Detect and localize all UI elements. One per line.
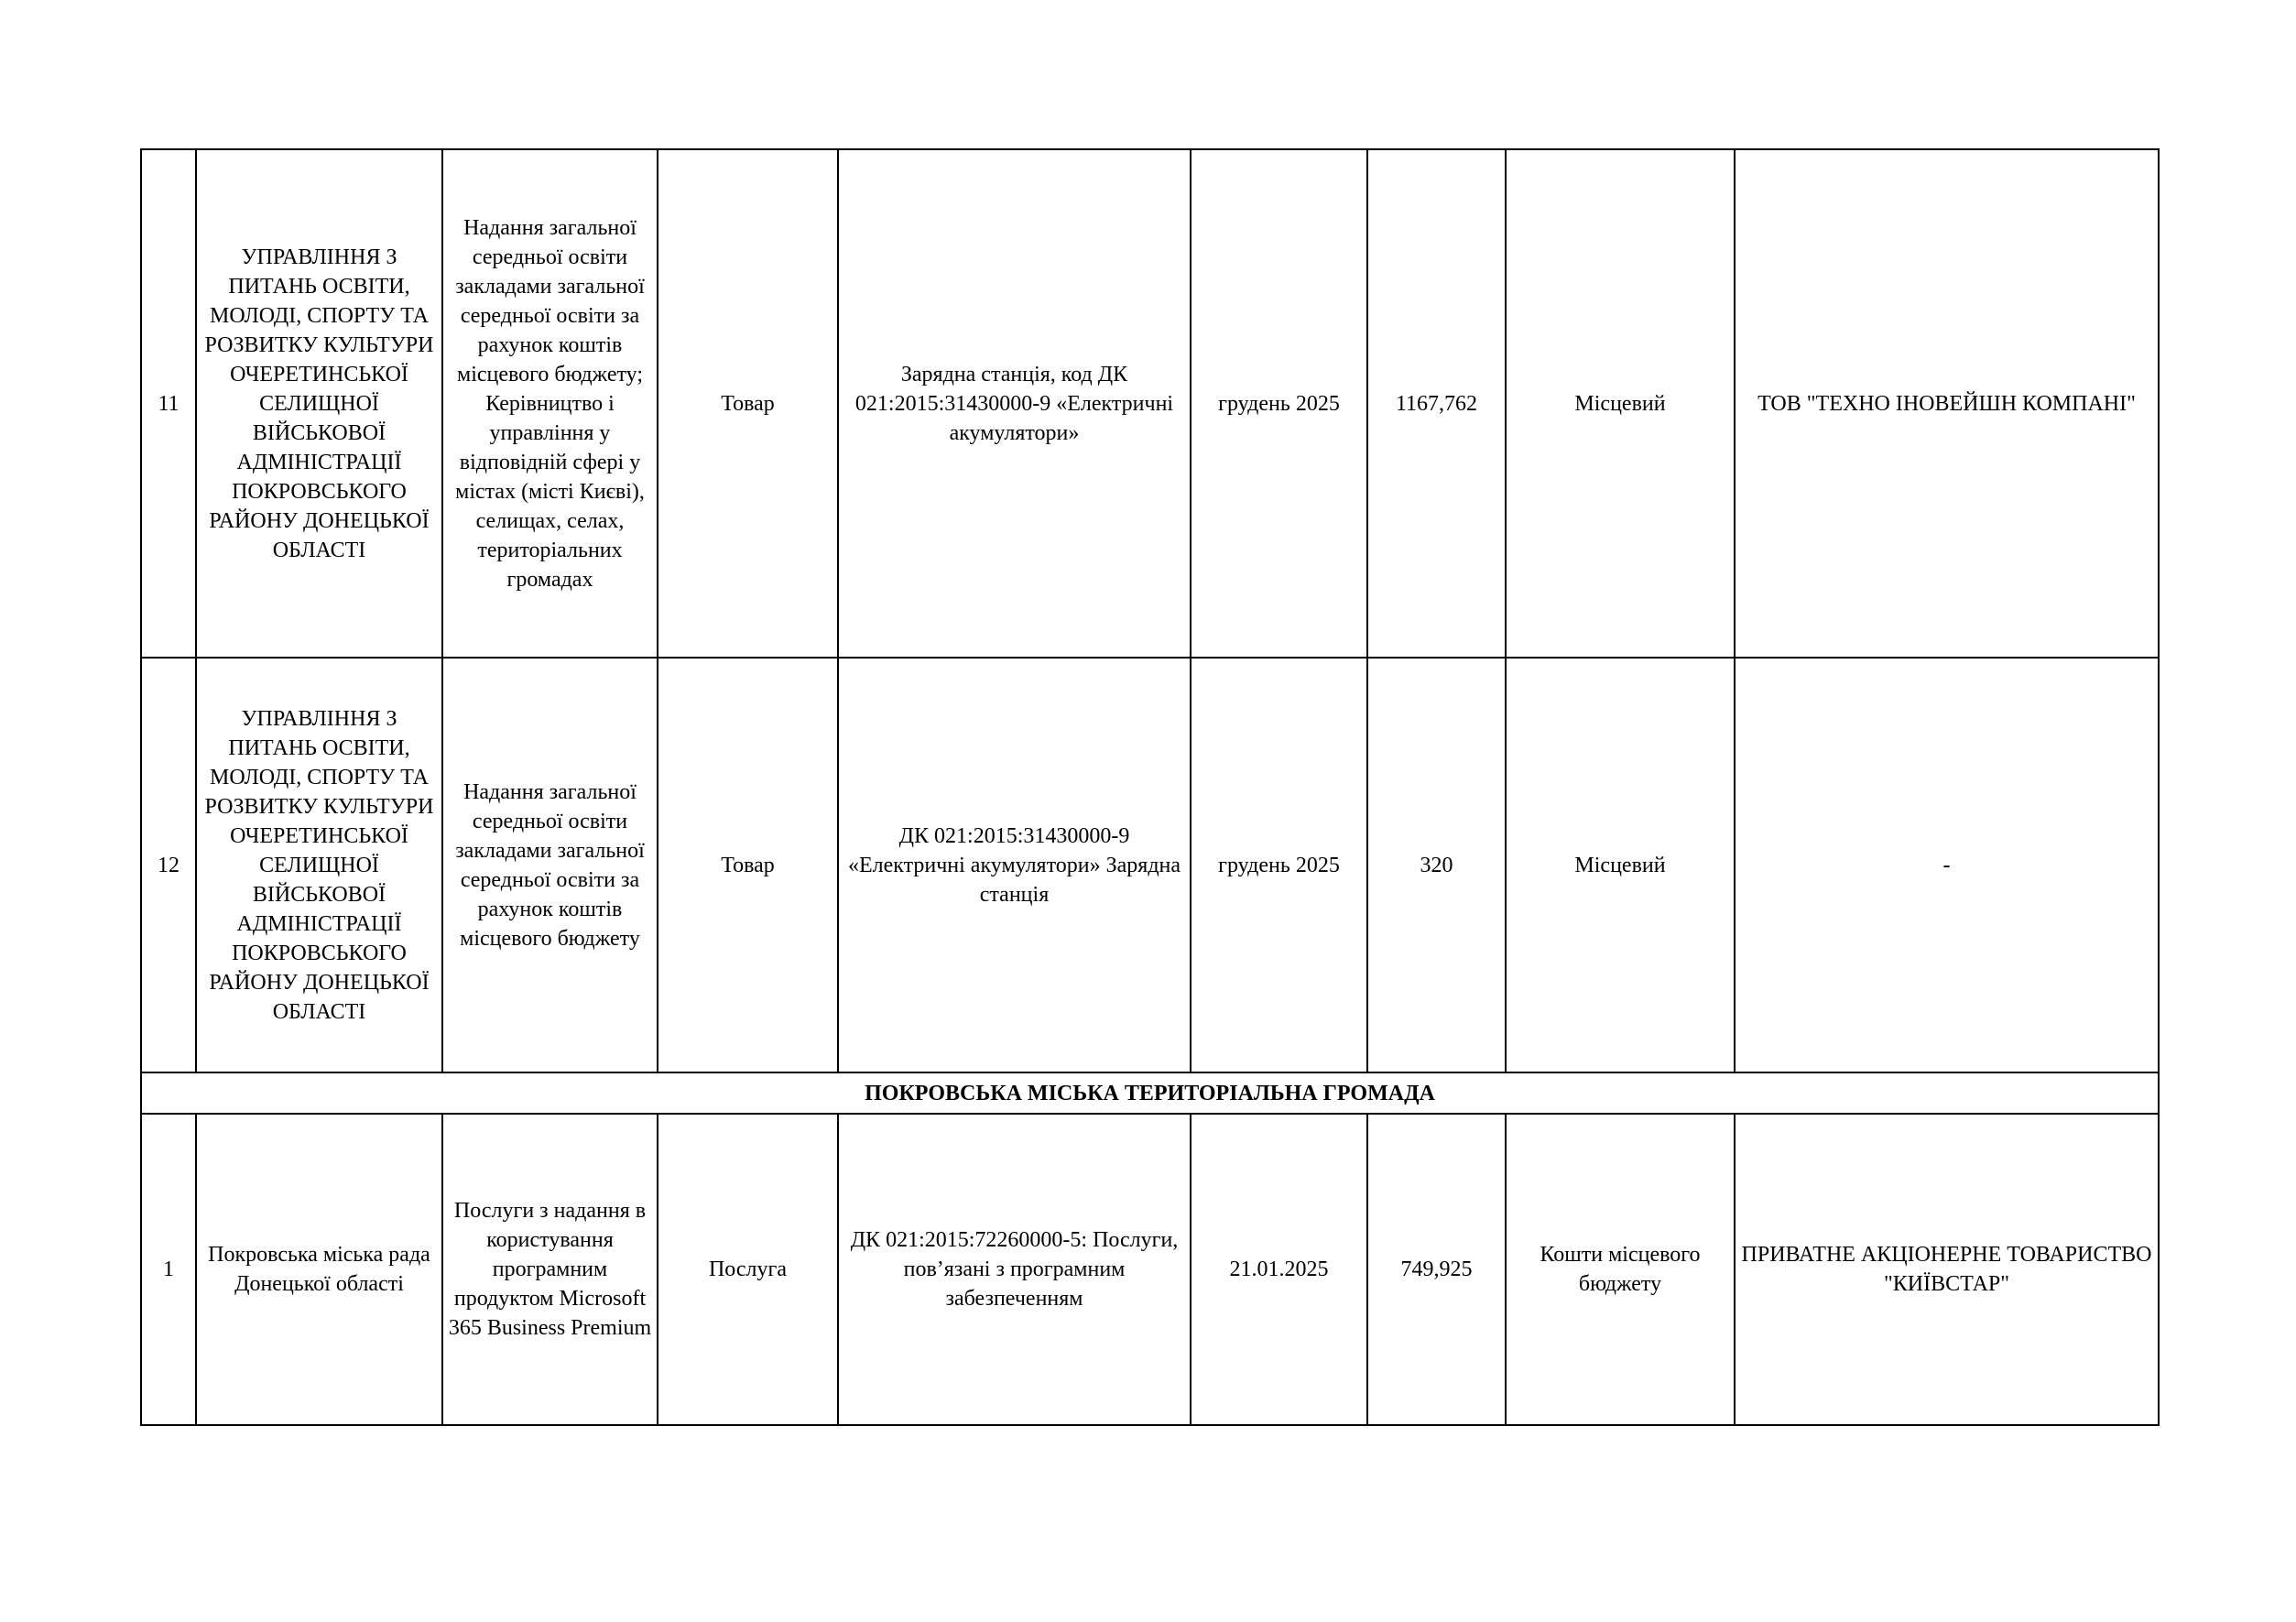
subject-cell: ДК 021:2015:31430000-9 «Електричні акумулятори» Зарядна станція (838, 658, 1191, 1072)
customer-cell: УПРАВЛІННЯ З ПИТАНЬ ОСВІТИ, МОЛОДІ, СПОРТУ ТА РОЗВИТКУ КУЛЬТУРИ ОЧЕРЕТИНСЬКОЇ СЕЛИЩНОЇ ВІЙСЬКОВОЇ АДМІНІСТРАЦІЇ ПОКРОВСЬКОГО РАЙОНУ ДОНЕЦЬКОЇ ОБЛАСТІ (196, 658, 442, 1072)
amount-cell: 320 (1367, 658, 1506, 1072)
subject-cell: Зарядна станція, код ДК 021:2015:31430000-9 «Електричні акумулятори» (838, 149, 1191, 658)
procurement-table (140, 148, 2160, 1426)
row-number: 11 (141, 149, 196, 658)
date-cell: 21.01.2025 (1191, 1114, 1367, 1425)
funding-source-cell: Кошти місцевого бюджету (1506, 1114, 1735, 1425)
table-row (141, 658, 2159, 1072)
section-header-row (141, 1072, 2159, 1114)
customer-cell: Покровська міська рада Донецької області (196, 1114, 442, 1425)
row-number: 12 (141, 658, 196, 1072)
procurement-type-cell: Послуга (658, 1114, 838, 1425)
funding-source-cell: Місцевий (1506, 149, 1735, 658)
amount-cell: 749,925 (1367, 1114, 1506, 1425)
subject-cell: ДК 021:2015:72260000-5: Послуги, пов’язані з програмним забезпеченням (838, 1114, 1191, 1425)
date-cell: грудень 2025 (1191, 658, 1367, 1072)
supplier-cell: ТОВ "ТЕХНО ІНОВЕЙШН КОМПАНІ" (1735, 149, 2159, 658)
purpose-cell: Надання загальної середньої освіти закладами загальної середньої освіти за рахунок коштів місцевого бюджету (442, 658, 658, 1072)
amount-cell: 1167,762 (1367, 149, 1506, 658)
purpose-cell: Послуги з надання в користування програмним продуктом Microsoft 365 Business Premium (442, 1114, 658, 1425)
supplier-cell: - (1735, 658, 2159, 1072)
funding-source-cell: Місцевий (1506, 658, 1735, 1072)
date-cell: грудень 2025 (1191, 149, 1367, 658)
section-title: ПОКРОВСЬКА МІСЬКА ТЕРИТОРІАЛЬНА ГРОМАДА (141, 1072, 2159, 1114)
procurement-type-cell: Товар (658, 658, 838, 1072)
purpose-cell: Надання загальної середньої освіти закладами загальної середньої освіти за рахунок коштів місцевого бюджету; Керівництво і управління у відповідній сфері у містах (місті Києві), селищах, селах, територіальних громадах (442, 149, 658, 658)
row-number: 1 (141, 1114, 196, 1425)
table-row (141, 1114, 2159, 1425)
customer-cell: УПРАВЛІННЯ З ПИТАНЬ ОСВІТИ, МОЛОДІ, СПОРТУ ТА РОЗВИТКУ КУЛЬТУРИ ОЧЕРЕТИНСЬКОЇ СЕЛИЩНОЇ ВІЙСЬКОВОЇ АДМІНІСТРАЦІЇ ПОКРОВСЬКОГО РАЙОНУ ДОНЕЦЬКОЇ ОБЛАСТІ (196, 149, 442, 658)
table-row (141, 149, 2159, 658)
procurement-type-cell: Товар (658, 149, 838, 658)
supplier-cell: ПРИВАТНЕ АКЦІОНЕРНЕ ТОВАРИСТВО "КИЇВСТАР" (1735, 1114, 2159, 1425)
